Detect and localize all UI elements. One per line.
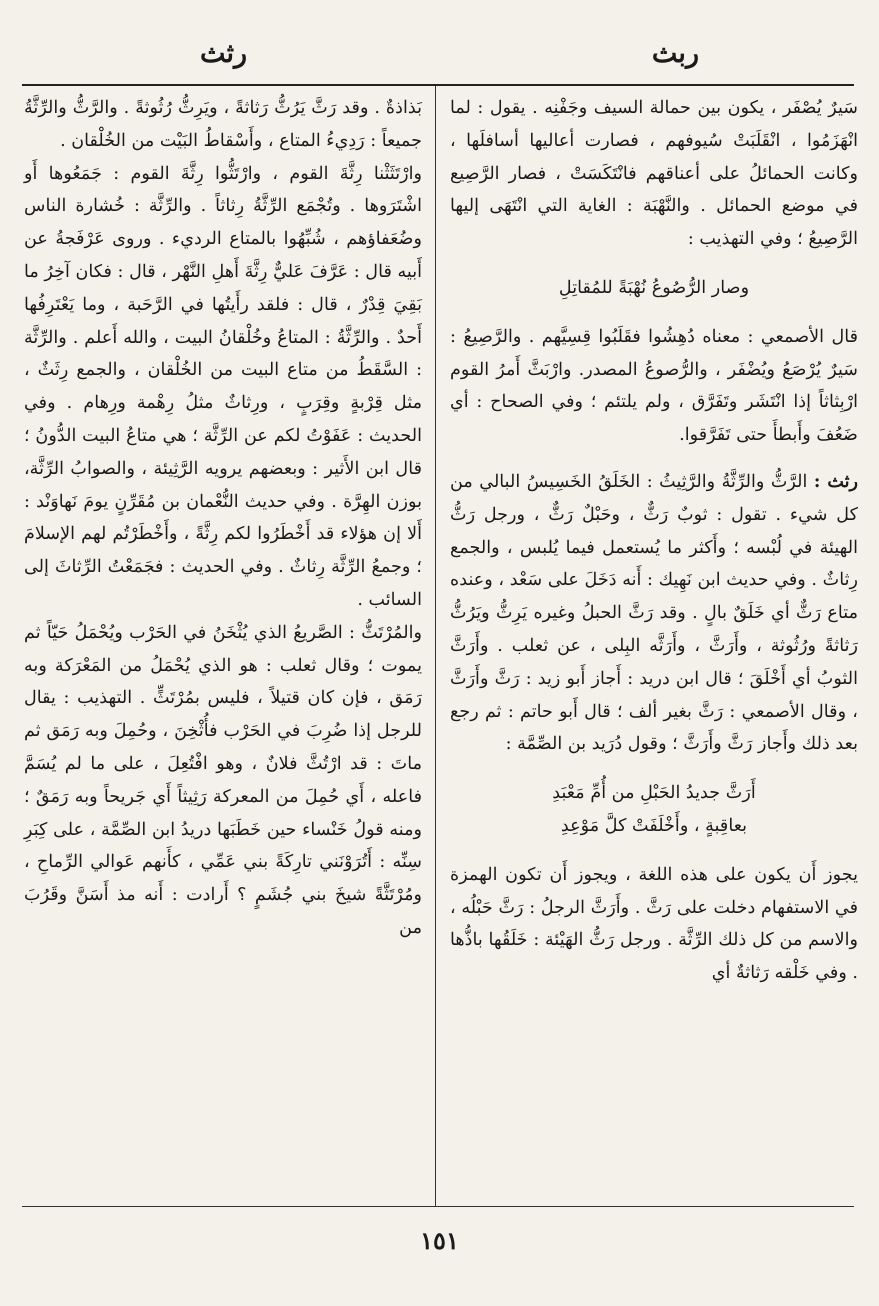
bottom-rule bbox=[22, 1206, 854, 1207]
right-column bbox=[450, 92, 858, 990]
column-divider bbox=[435, 86, 436, 1206]
page-header bbox=[0, 38, 879, 78]
verse-line: وصار الرُّصُوعُ نُهْبَةً للمُقاتِلِ bbox=[558, 277, 750, 298]
verse bbox=[450, 777, 858, 843]
paragraph: بَذاذةٌ . وقد رَثَّ يَرُثُّ رَثاثةً ، ويَرِثُّ رُثُوثةً . والرَّثُّ والرِّثَّةُ جميعاً : رَدِيءُ المتاع ، وأَسْقاطُ البَيْت من الخُلْقان . bbox=[24, 98, 422, 151]
paragraph: يجوز أَن يكون على هذه اللغة ، ويجوز أَن تكون الهمزة في الاستفهام دخلت على رَثَّ . وأَرَثَّ الرجلُ : رَثَّ حَبْلُه ، والاسم من كل ذلك الرِّثَّة . ورجل رَثُّ الهَيْئة : خَلَقُها باذُّها . وفي خَلْقه رَثاثةٌ أي bbox=[450, 864, 858, 984]
entry-text: الرَّثُّ والرِّثَّةُ والرَّثِيثُ : الخَلَقُ الخَسِيسُ البالي من كل شيء . تقول : ثوبٌ رَثٌّ ، وحَبْلٌ رَثٌّ ، ورجل رَثُّ الهيئة في لُبْسه ؛ وأَكثر ما يُستعمل فيما يُلبس ، والجمع رِثاثٌ . وفي حديث ابن نَهِيك : أَنه دَخَلَ على سَعْد ، وعنده متاع رَثٌّ أي خَلَقٌ بالٍ . وقد رَثَّ الحبلُ وغيره يَرِثُّ ويَرُثُّ رَثاثةً ورُثُوثة ، وأَرَثَّ ، وأَرَثَّه البِلى ، عن ثعلب . وأَرَثَّ الثوبُ أي أَخْلَقَ ؛ قال ابن دريد : أَجاز أَبو زيد : رَثَّ وأَرَثَّ ، وقال الأصمعي : رَثَّ بغير ألف ؛ قال أَبو حاتم : ثم رجع بعد ذلك وأَجاز رَثَّ وأَرَثَّ ؛ وقول دُرَيد بن الصِّمَّة : bbox=[450, 471, 858, 755]
entry bbox=[450, 466, 858, 761]
left-column bbox=[24, 92, 422, 945]
paragraph: وارْتَثَثْنا رِثَّةَ القوم ، وارْتَثُّوا رِثَّةَ القوم : جَمَعُوها أَو اشْتَرَوها . وتُجْمَع الرِّثَّةُ رِثاثاً . والرِّثَّة : خُشارة الناس وضُعَفاؤهم ، شُبِّهُوا بالمتاع الرديء . وروى عَرْفَجةُ عن أَبيه قال : عَرَّفَ عَليٌّ رِثَّةَ أَهلِ النَّهْر ، قال : فكان آخِرُ ما بَقِيَ قِدْرٌ ، قال : فلقد رأَيتُها في الرَّحَبة ، وما يَعْتَرِفُها أَحدٌ . والرِّثَّةُ : المتاعُ وخُلْقانُ البيت ، والله أَعلم . والرِّثَّة : السَّقَطُ من متاع البيت من الخُلْقان ، والجمع رِثَثٌ ، مثل قِرْبةٍ وقِرَبٍ ، ورِثاثٌ مثلُ رِهْمة ورِهام . وفي الحديث : عَفَوْتُ لكم عن الرِّثَّة ؛ هي متاعُ البيت الدُّونُ ؛ قال ابن الأَثير : وبعضهم يرويه الرَّثِيئة ، والصوابُ الرِّثَّة، بوزن الهِرَّة . وفي حديث النُّعْمان بن مُقَرِّنٍ يومَ نَهاوَنْد : أَلا إن هؤلاء قد أَخْطَرُوا لكم رِثَّةً ، وأَخْطَرْتُم لهم الإسلامَ ؛ وجمعُ الرِّثَّة رِثاثٌ . وفي الحديث : فجَمَعْتُ الرِّثاثَ إلى السائب . bbox=[24, 163, 422, 610]
paragraph: سَيرٌ يُصْفَر ، يكون بين حمالة السيف وجَفْنِه . يقول : لما انْهَزَمُوا ، انْقَلَبَتْ سُيوفهم ، فصارت أعاليها أسافلَها ، وكانت الحمائلُ على أعناقهم فانْتَكَسَتْ ، فصار الرَّصِيع في موضع الحمائل . والنَّهْبَة : الغاية التي انْتَهَى إليها الرَّصِيعُ ؛ وفي التهذيب : bbox=[450, 98, 858, 250]
paragraph: قال الأصمعي : معناه دُهِشُوا فقَلَبُوا قِسِيَّهم . والرَّصِيعُ : سَيرٌ يُرْصَعُ ويُضْفَر ، والرُّصوعُ المصدر. وارْبَثَّ أَمرُ القوم ارْبِثاثاً إذا انْتَشَر وتَفَرَّق ، ولم يلتئم ؛ وفي الصحاح : أي ضَعُفَ وأَبطأَ حتى تَفَرَّقوا. bbox=[450, 326, 858, 446]
top-rule bbox=[22, 84, 854, 86]
verse-line: بعاقِبةٍ ، وأَخْلَفَتْ كلَّ مَوْعِدِ bbox=[560, 815, 748, 836]
paragraph: والمُرْتَثُّ : الصَّريعُ الذي يُثْخَنُ في الحَرْب ويُحْمَلُ حَيّاً ثم يموت ؛ وقال ثعلب : هو الذي يُحْمَلُ من المَعْرَكة وبه رَمَق ، فإن كان قتيلاً ، فليس بمُرْتَثٍّ . التهذيب : يقال للرجل إذا ضُرِبَ في الحَرْب فأُثْخِنَ ، وحُمِلَ وبه رَمَق ثم ماتَ : قد ارْتُثَّ فلانٌ ، وهو افْتُعِلَ ، على ما لم يُسَمَّ فاعله ، أَي حُمِلَ من المعركة رَثِيثاً أَي جَريحاً وبه رَمَقٌ ؛ ومنه قولُ خَنْساء حين خَطَبَها دريدُ ابن الصِّمَّة ، على كِبَرِ سِنِّه : أَتُرَوْنَني تارِكَةً بني عَمِّي ، كأَنهم عَوالي الرِّماحِ ، ومُرْتَثَّةً شيخَ بني جُشَمٍ ؟ أَرادت : أَنه مذ أَسَنَّ وقَرُبَ من bbox=[24, 622, 422, 938]
verse bbox=[450, 272, 858, 305]
header-right-word: ربث bbox=[651, 38, 699, 69]
spacer bbox=[450, 452, 858, 466]
verse-line: أَرَثَّ جديدُ الحَبْلِ من أُمِّ مَعْبَدِ bbox=[552, 783, 756, 804]
page-number: ١٥١ bbox=[420, 1226, 459, 1255]
entry-headword: رثث : bbox=[813, 470, 859, 492]
header-left-word: رثث bbox=[200, 38, 248, 69]
